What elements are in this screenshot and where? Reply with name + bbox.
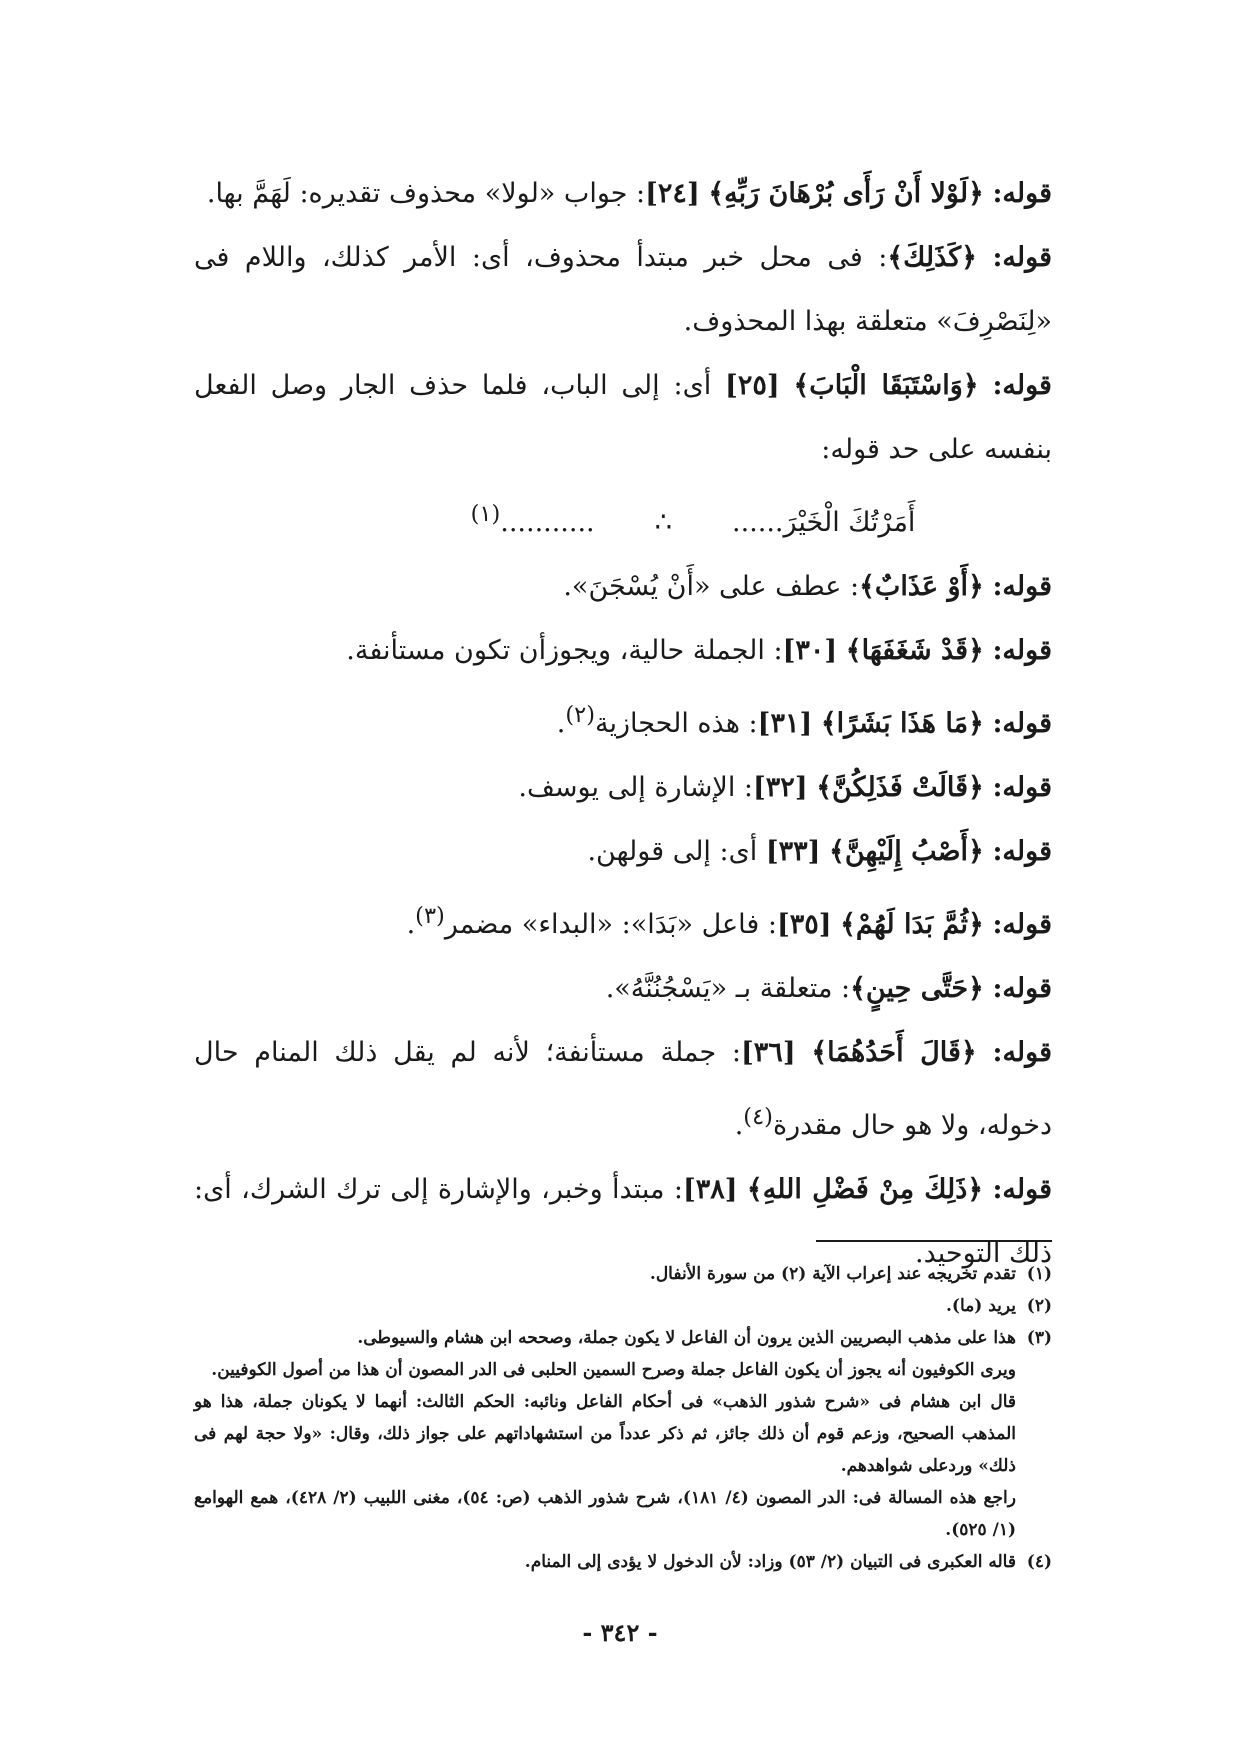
commentary-text: : فى محل خبر مبتدأ محذوف، أى: الأمر كذلك، واللام فى «لِنَصْرِفَ» متعلقة بهذا المحذوف. <box>194 242 1052 337</box>
footnote-number: (٢) <box>1026 1296 1052 1316</box>
footnote-separator <box>816 1240 1052 1242</box>
verse-number: [٣٥] <box>776 909 832 940</box>
footnotes <box>194 1258 1052 1578</box>
qawluhu-label: قوله: <box>992 909 1052 940</box>
footnote-text: تقدم تخريجه عند إعراب الآية (٢) من سورة الأنفال. <box>649 1264 1016 1284</box>
commentary-text: : فاعل «بَدَا»: «البداء» مضمر <box>444 909 777 940</box>
footnote-ref: (١) <box>470 501 501 527</box>
footnote-3 <box>194 1322 1052 1354</box>
footnote-ref: (٢) <box>565 702 595 728</box>
commentary-text: : جملة مستأنفة؛ لأنه لم يقل ذلك المنام حال دخوله، ولا هو حال مقدرة <box>194 1037 1052 1141</box>
footnote-text: هذا على مذهب البصريين الذين يرون أن الفاعل لا يكون جملة، وصححه ابن هشام والسيوطى. <box>357 1328 1016 1348</box>
quran-verse: ﴿كَذَلِكَ﴾ <box>887 242 977 273</box>
paragraph-aw-adhab <box>194 555 1052 619</box>
quran-verse: ﴿أَوْ عَذَابٌ﴾ <box>859 571 984 602</box>
sentence-end: . <box>734 1110 744 1141</box>
qawluhu-label: قوله: <box>992 836 1052 867</box>
commentary-text: : الإشارة إلى يوسف. <box>518 772 754 803</box>
qawluhu-label: قوله: <box>992 708 1052 739</box>
verse-number: [٣٨] <box>682 1174 738 1205</box>
commentary-text: : الجملة حالية، ويجوزأن تكون مستأنفة. <box>346 635 783 666</box>
footnote-4 <box>194 1546 1052 1578</box>
footnote-1 <box>194 1258 1052 1290</box>
quran-verse: ﴿أَصْبُ إِلَيْهِنَّ﴾ <box>829 836 984 867</box>
footnote-text: يريد (ما). <box>946 1296 1016 1316</box>
verse-number: [٣٦] <box>741 1037 796 1068</box>
commentary-text: : متعلقة بـ «يَسْجُنُنَّهُ». <box>605 973 851 1004</box>
footnote-number: (٤) <box>1026 1552 1052 1572</box>
paragraph-verse-33 <box>194 820 1052 884</box>
commentary-text: أى: إلى قولهن. <box>587 836 758 867</box>
verse-number: [٣٠] <box>782 635 838 666</box>
footnote-3-paragraph: راجع هذه المسالة فى: الدر المصون (٤/ ١٨١)، شرح شذور الذهب (ص: ٥٤)، مغنى اللبيب (٢/ ٤٢٨)، همع الهوامع (١/ ٥٢٥). <box>194 1488 1016 1540</box>
paragraph-hatta-hin <box>194 957 1052 1021</box>
quran-verse: ﴿وَاسْتَبَقَا الْبَابَ﴾ <box>793 370 979 401</box>
footnote-3-paragraph: ويرى الكوفيون أنه يجوز أن يكون الفاعل جملة وصرح السمين الحلبى فى الدر المصون أن هذا من أصول الكوفيين. <box>211 1360 1016 1380</box>
poetry-hemistich: أَمَرْتُكَ الْخَيْرَ...... <box>732 507 916 538</box>
quran-verse: ﴿قَالَتْ فَذَلِكُنَّ﴾ <box>816 772 984 803</box>
paragraph-verse-31 <box>194 683 1052 756</box>
qawluhu-label: قوله: <box>992 370 1052 401</box>
qawluhu-label: قوله: <box>992 1037 1053 1068</box>
paragraph-verse-32 <box>194 756 1052 820</box>
qawluhu-label: قوله: <box>992 178 1052 209</box>
commentary-text: : عطف على «أَنْ يُسْجَنَ». <box>563 571 860 602</box>
paragraph-verse-24 <box>194 162 1052 226</box>
verse-number: [٢٥] <box>725 370 780 401</box>
commentary-text: : هذه الحجازية <box>594 708 758 739</box>
qawluhu-label: قوله: <box>992 772 1052 803</box>
main-text <box>194 162 1052 1286</box>
qawluhu-label: قوله: <box>992 973 1052 1004</box>
footnote-number: (١) <box>1026 1264 1052 1284</box>
qawluhu-label: قوله: <box>992 1174 1052 1205</box>
sentence-end: . <box>406 909 416 940</box>
commentary-text: : مبتدأ وخبر، والإشارة إلى ترك الشرك، أى: ذلك التوحيد. <box>194 1174 1052 1269</box>
quran-verse: ﴿حَتَّى حِينٍ﴾ <box>850 973 984 1004</box>
footnote-ref: (٤) <box>743 1104 773 1130</box>
quran-verse: ﴿ذَلِكَ مِنْ فَضْلِ اللهِ﴾ <box>746 1174 984 1205</box>
quran-verse: ﴿ثُمَّ بَدَا لَهُمْ﴾ <box>840 909 984 940</box>
footnote-ref: (٣) <box>415 903 445 929</box>
commentary-text: : جواب «لولا» محذوف تقديره: لَهَمَّ بها. <box>206 178 646 209</box>
quran-verse: ﴿مَا هَذَا بَشَرًا﴾ <box>820 708 984 739</box>
commentary-text: أى: إلى الباب، فلما حذف الجار وصل الفعل بنفسه على حد قوله: <box>194 370 1052 465</box>
paragraph-verse-25 <box>194 354 1052 482</box>
verse-number: [٣٢] <box>753 772 808 803</box>
sentence-end: . <box>556 708 566 739</box>
footnote-3-paragraph: قال ابن هشام فى «شرح شذور الذهب» فى أحكام الفاعل ونائبه: الحكم الثالث: أنهما لا يكونان جملة، هذا هو المذهب الصحيح، وزعم قوم أن ذلك جائز، ثم ذكر عدداً من استشهاداتهم على جواز ذلك، وقال: «ولا حجة لهم فى ذلك» وردعلى شواهدهم. <box>194 1392 1016 1476</box>
qawluhu-label: قوله: <box>992 242 1052 273</box>
paragraph-kadhalika <box>194 226 1052 354</box>
quran-verse: ﴿قَالَ أَحَدُهُمَا﴾ <box>811 1037 977 1068</box>
verse-number: [٢٤] <box>645 178 700 209</box>
poetry-ellipsis: ........... <box>500 507 595 538</box>
footnote-number: (٣) <box>1026 1328 1052 1348</box>
qawluhu-label: قوله: <box>992 635 1052 666</box>
qawluhu-label: قوله: <box>992 571 1052 602</box>
quran-verse: ﴿لَوْلا أَنْ رَأَى بُرْهَانَ رَبِّهِ﴾ <box>708 178 984 209</box>
footnote-text: قاله العكبرى فى التبيان (٢/ ٥٣) وزاد: لأن الدخول لا يؤدى إلى المنام. <box>524 1552 1016 1572</box>
poetry-separator: ∴ <box>654 507 672 538</box>
paragraph-verse-30 <box>194 619 1052 683</box>
verse-number: [٣١] <box>757 708 813 739</box>
poetry-line <box>194 482 1052 555</box>
paragraph-verse-35 <box>194 884 1052 957</box>
footnote-2 <box>194 1290 1052 1322</box>
quran-verse: ﴿قَدْ شَغَفَهَا﴾ <box>845 635 984 666</box>
page-number: - ٣٤٢ - <box>582 1618 658 1647</box>
verse-number: [٣٣] <box>765 836 821 867</box>
paragraph-verse-36 <box>194 1021 1052 1158</box>
